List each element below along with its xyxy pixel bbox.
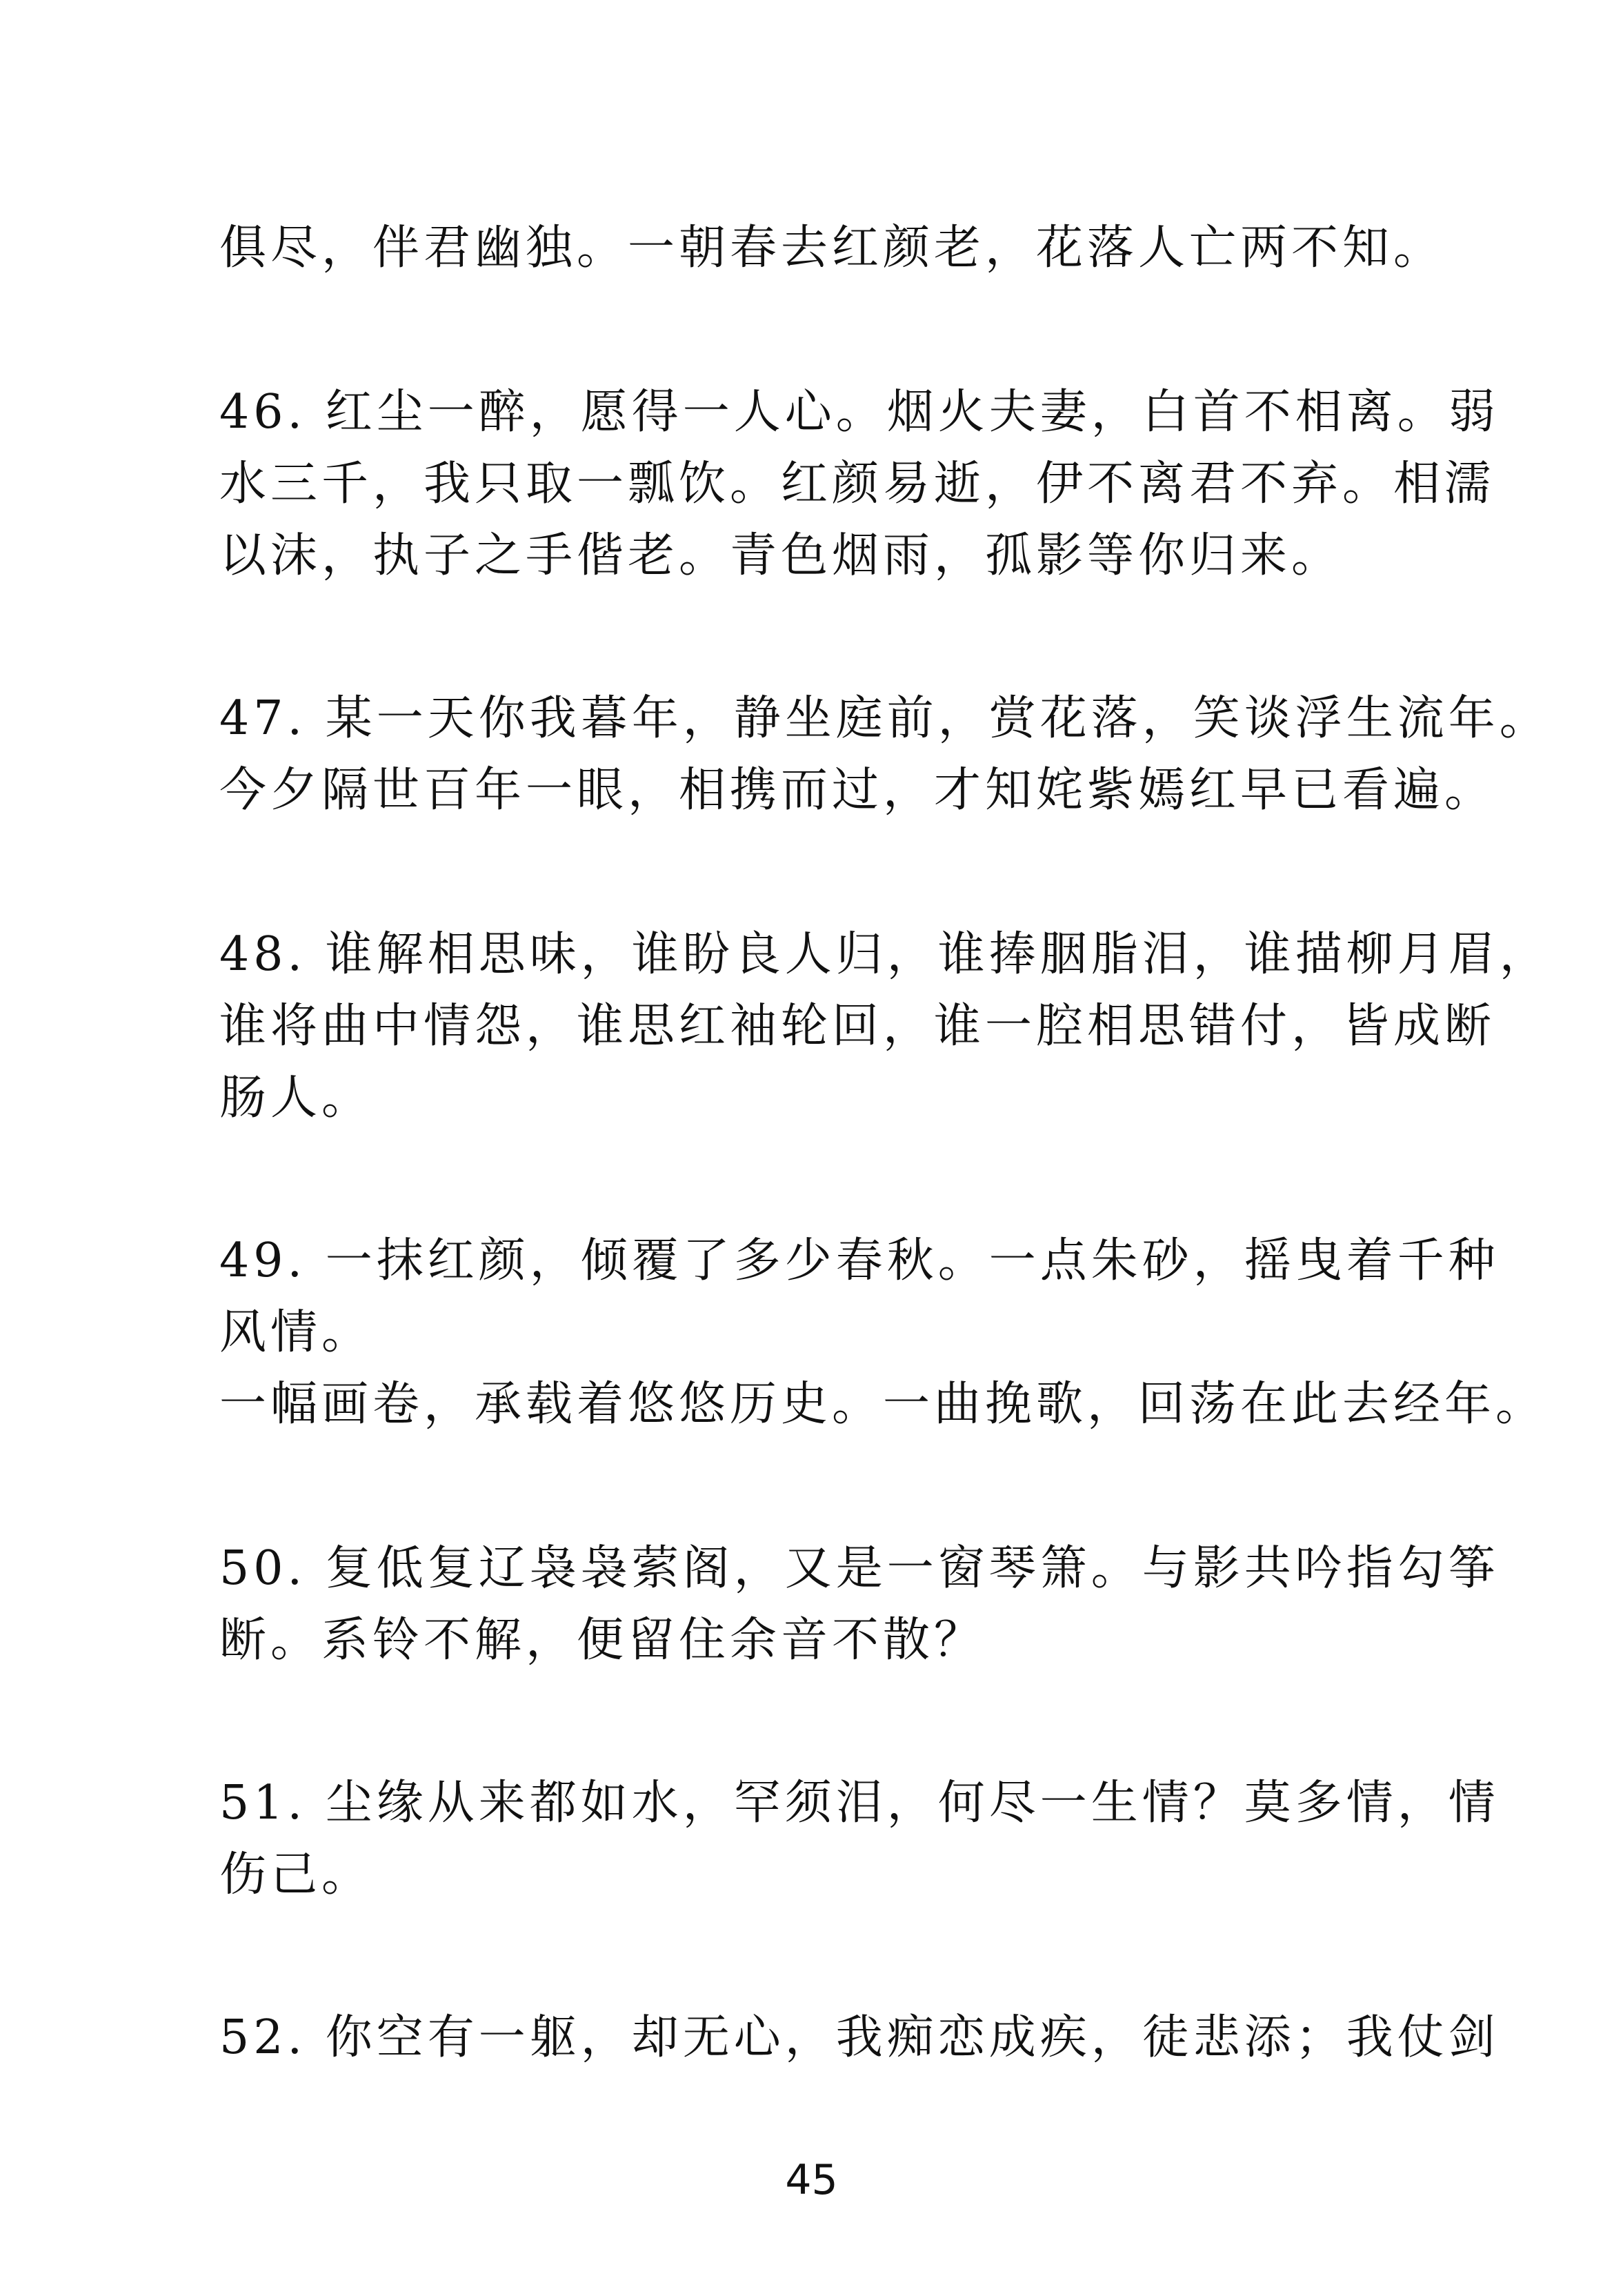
text-line: 风情。 bbox=[219, 1305, 373, 1360]
text-line: 52. 你空有一躯，却无心，我痴恋成疾，徒悲添；我仗剑 bbox=[219, 2010, 1500, 2065]
text-line: 51. 尘缘从来都如水，罕须泪，何尽一生情？莫多情，情 bbox=[219, 1776, 1500, 1830]
page-number: 45 bbox=[785, 2156, 838, 2204]
text-line: 俱尽，伴君幽独。一朝春去红颜老，花落人亡两不知。 bbox=[219, 221, 1445, 275]
text-line: 49. 一抹红颜，倾覆了多少春秋。一点朱砂，摇曳着千种 bbox=[219, 1234, 1500, 1288]
text-line: 一幅画卷，承载着悠悠历史。一曲挽歌，回荡在此去经年。 bbox=[219, 1377, 1547, 1432]
text-line: 50. 复低复辽袅袅萦阁，又是一窗琴箫。与影共吟指勾筝 bbox=[219, 1541, 1500, 1596]
text-line: 以沫，执子之手偕老。青色烟雨，孤影等你归来。 bbox=[219, 528, 1343, 583]
text-line: 肠人。 bbox=[219, 1071, 373, 1125]
text-line: 47. 某一天你我暮年，静坐庭前，赏花落，笑谈浮生流年。 bbox=[219, 691, 1551, 746]
text-line: 断。系铃不解，便留住余音不散？ bbox=[219, 1613, 986, 1667]
text-line: 水三千，我只取一瓢饮。红颜易逝，伊不离君不弃。相濡 bbox=[219, 457, 1496, 511]
text-line: 46. 红尘一醉，愿得一人心。烟火夫妻，白首不相离。弱 bbox=[219, 385, 1500, 439]
text-line: 今夕隔世百年一眼，相携而过，才知姹紫嫣红早已看遍。 bbox=[219, 763, 1496, 818]
text-line: 谁将曲中情怨，谁思红袖轮回，谁一腔相思错付，皆成断 bbox=[219, 999, 1496, 1053]
text-line: 伤己。 bbox=[219, 1848, 373, 1902]
text-line: 48. 谁解相思味，谁盼良人归，谁捧胭脂泪，谁描柳月眉， bbox=[219, 927, 1551, 982]
